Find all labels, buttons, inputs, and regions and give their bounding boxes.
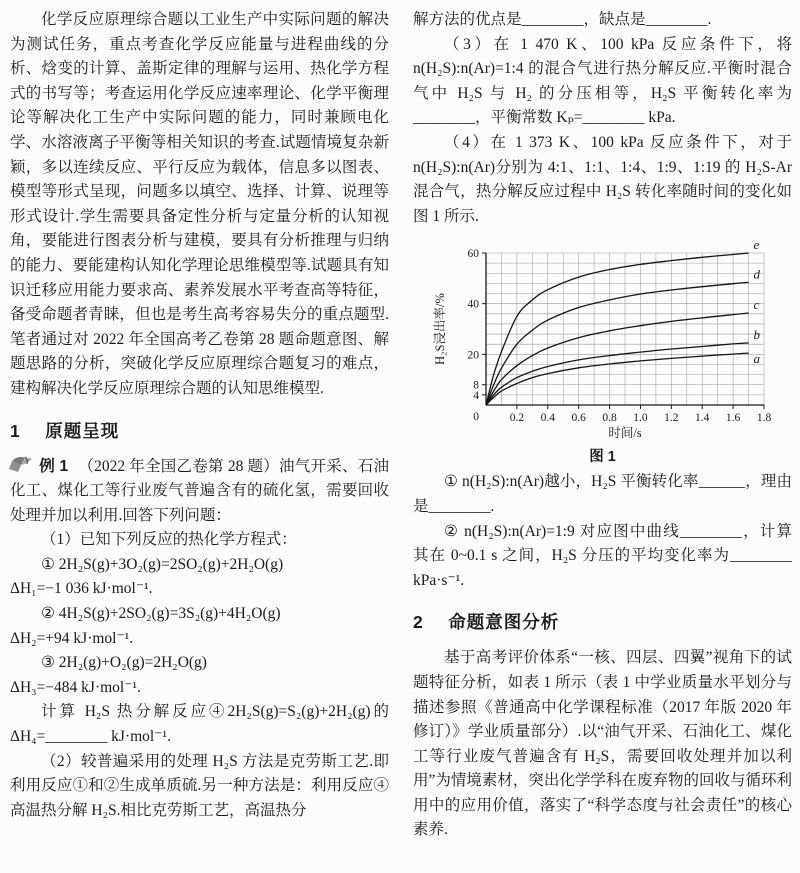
svg-text:1.0: 1.0 — [632, 412, 648, 425]
section-1-title: 原题呈现 — [45, 420, 120, 441]
equation-1: ① 2H₂S(g)+3O₂(g)=2SO₂(g)+2H₂O(g) — [41, 555, 284, 573]
curve-c — [486, 313, 749, 405]
subquestion-1-paragraph: ① n(H₂S):n(Ar)越小，H₂S 平衡转化率______，理由是________. — [413, 473, 792, 515]
example-paragraph — [10, 455, 389, 529]
section-2-title: 命题意图分析 — [448, 612, 560, 633]
svg-text:20: 20 — [467, 349, 479, 362]
enthalpy-1: ΔH₁=−1 036 kJ·mol⁻¹. — [10, 580, 153, 598]
figure-1-caption: 图 1 — [589, 449, 616, 466]
question-2-paragraph: （2）较普遍采用的处理 H₂S 方法是克劳斯工艺.即利用反应①和②生成单质硫.另一种方法是：利用反应④高温热分解 H₂S.相比克劳斯工艺，高温热分 — [10, 752, 389, 819]
section-2-heading — [413, 609, 792, 634]
curve-label-b: b — [753, 327, 760, 343]
curve-a — [486, 353, 749, 405]
svg-text:1.8: 1.8 — [756, 412, 771, 425]
curve-label-c: c — [753, 297, 759, 313]
svg-text:1.6: 1.6 — [725, 412, 740, 425]
example-pen-icon — [8, 456, 34, 473]
curve-label-d: d — [753, 266, 760, 282]
enthalpy-3: ΔH₃=−484 kJ·mol⁻¹. — [10, 678, 141, 696]
section-1-heading — [10, 418, 389, 443]
svg-text:0.2: 0.2 — [509, 412, 524, 425]
curve-b — [486, 343, 749, 405]
svg-text:4: 4 — [472, 390, 479, 403]
subquestion-2-paragraph: ② n(H₂S):n(Ar)=1:9 对应图中曲线________，计算其在 0~0.1 s 之间，H₂S 分压的平均变化率为________ kPa·s⁻¹. — [413, 522, 792, 589]
svg-text:8: 8 — [472, 380, 479, 393]
example-text: （2022 年全国乙卷第 28 题）油气开采、石油化工、煤化工等行业废气普遍含有的硫化氢，需要回收处理并加以利用.回答下列问题： — [10, 457, 389, 524]
enthalpy-2: ΔH₂=+94 kJ·mol⁻¹. — [10, 629, 134, 647]
example-label: 例 1 — [39, 457, 69, 475]
question-4-paragraph: （4）在 1 373 K、100 kPa 反应条件下，对于 n(H₂S):n(Ar)分别为 4:1、1:1、1:4、1:9、1:19 的 H₂S-Ar 混合气，热分解反应过程中 H₂S 转化率随时间的变化如图 1 所示. — [413, 133, 792, 225]
svg-text:1.2: 1.2 — [663, 412, 679, 425]
figure-1 — [413, 239, 792, 466]
left-column — [10, 8, 389, 873]
right-column — [413, 8, 792, 873]
analysis-paragraph: 基于高考评价体系“一核、四层、四翼”视角下的试题特征分析，如表 1 所示（表 1 中学业质量水平划分与描述参照《普通高中化学课程标准（2017 年版 2020 年修订）》学业质量部分）.以“油气开采、石油化工、煤化工等行业废气普遍含有 H₂S，需要回收处理并加以利用”为情境素材，突出化学学科在废弃物的回收与循环利用中的应用价值，落实了“科学态度与社会责任”的核心素养. — [413, 649, 792, 839]
calc-dh4-paragraph: 计算 H₂S 热分解反应④2H₂S(g)=S₂(g)+2H₂(g)的 ΔH₄=________ kJ·mol⁻¹. — [10, 703, 389, 746]
equation-3: ③ 2H₂(g)+O₂(g)=2H₂O(g) — [41, 654, 207, 672]
svg-text:0: 0 — [472, 411, 479, 424]
section-2-number: 2 — [413, 612, 424, 633]
question-3-paragraph: （3）在 1 470 K、100 kPa 反应条件下，将 n(H₂S):n(Ar)=1:4 的混合气进行热分解反应.平衡时混合气中 H₂S 与 H₂ 的分压相等，H₂S 平衡转化率为________，平衡常数 Kₚ=________ kPa. — [413, 35, 792, 127]
svg-text:1.4: 1.4 — [694, 412, 709, 425]
intro-paragraph: 化学反应原理综合题以工业生产中实际问题的解决为测试任务，重点考查化学反应能量与进程曲线的分析、焓变的计算、盖斯定律的理解与运用、热化学方程式的书写等；考查运用化学反应速率理论、化学平衡理论等解决化工生产中实际问题的能力，同时兼顾电化学、水溶液离子平衡等相关知识的考查.试题情境复杂新颖，多以连续反应、平行反应为载体，信息多以图表、模型等形式呈现，问题多以填空、选择、计算、说理等形式设计.学生需要具备定性分析与定量分析的认知视角，要能进行图表分析与建模，要具有分析推理与归纳的能力、要能建构认知化学理论思维模型等.试题具有知识迁移应用能力要求高、素养发展水平考查高等特征，备受命题者青睐，但也是考生高考容易失分的重点题型.笔者通过对 2022 年全国高考乙卷第 28 题命题意图、解题思路的分析，突破化学反应原理综合题复习的难点，建构解决化学反应原理综合题的认知思维模型. — [10, 11, 389, 397]
svg-text:0.8: 0.8 — [601, 412, 617, 425]
svg-text:0.4: 0.4 — [540, 412, 555, 425]
question-2-continuation: 解方法的优点是________，缺点是________. — [413, 11, 712, 28]
curve-d — [486, 283, 749, 406]
section-1-number: 1 — [10, 420, 21, 441]
curve-label-a: a — [753, 351, 760, 367]
curve-label-e: e — [753, 239, 759, 253]
svg-text:40: 40 — [467, 299, 479, 312]
question-1-intro: （1）已知下列反应的热化学方程式： — [41, 531, 297, 549]
svg-text:H₂S浸出率/%: H₂S浸出率/% — [432, 293, 447, 366]
svg-text:0.6: 0.6 — [570, 412, 586, 425]
svg-text:60: 60 — [467, 248, 479, 261]
figure-1-chart — [432, 239, 774, 443]
equation-2: ② 4H₂S(g)+2SO₂(g)=3S₂(g)+4H₂O(g) — [41, 605, 281, 623]
svg-text:时间/s: 时间/s — [607, 426, 642, 441]
